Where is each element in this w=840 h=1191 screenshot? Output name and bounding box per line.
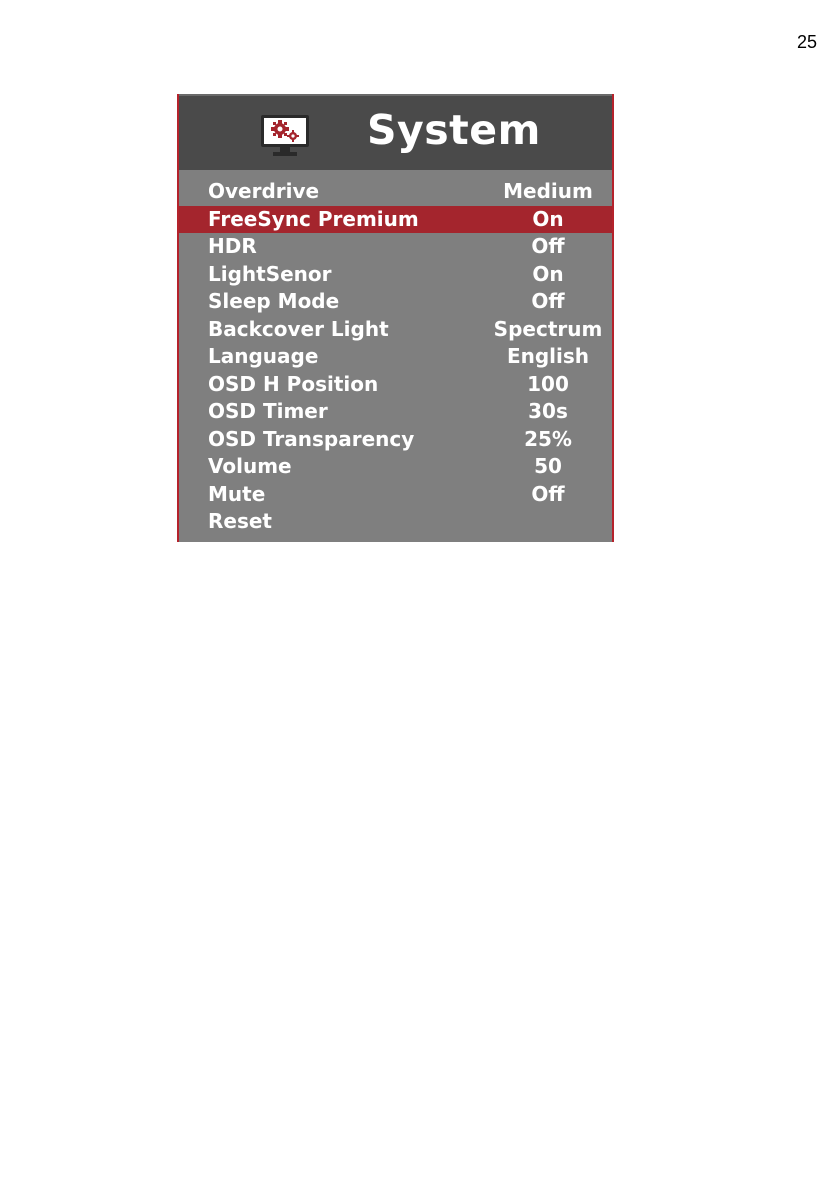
menu-item-label: LightSenor — [208, 261, 332, 286]
osd-title: System — [367, 106, 541, 154]
menu-item-value: Off — [531, 289, 565, 313]
menu-item-label: OSD Transparency — [208, 426, 415, 451]
menu-item-label: OSD Timer — [208, 399, 328, 423]
menu-item-value: Medium — [503, 179, 593, 203]
menu-item-label: Language — [208, 344, 319, 368]
menu-item-label: FreeSync Premium — [208, 206, 419, 231]
menu-item-lightsenor[interactable] — [179, 261, 612, 289]
monitor-settings-icon — [260, 114, 310, 158]
menu-item-mute[interactable] — [179, 481, 612, 509]
menu-item-label: Sleep Mode — [208, 289, 340, 313]
menu-item-value: 100 — [527, 371, 569, 396]
menu-item-overdrive[interactable] — [179, 178, 612, 206]
menu-item-value: Off — [531, 481, 565, 506]
menu-item-value: Spectrum — [493, 316, 603, 341]
menu-item-backcover-light[interactable] — [179, 316, 612, 344]
menu-item-label: Backcover Light — [208, 316, 389, 341]
menu-list — [179, 178, 612, 536]
menu-item-label: HDR — [208, 234, 257, 258]
menu-item-value: 50 — [534, 454, 562, 478]
menu-item-osd-h-position[interactable] — [179, 371, 612, 399]
menu-item-label: Reset — [208, 509, 272, 533]
menu-item-osd-transparency[interactable] — [179, 426, 612, 454]
menu-item-value: 30s — [528, 399, 568, 423]
menu-item-reset[interactable] — [179, 508, 612, 536]
menu-item-value: Off — [531, 234, 565, 258]
menu-item-value: On — [532, 261, 564, 286]
menu-item-language[interactable] — [179, 343, 612, 371]
menu-item-label: Volume — [208, 454, 292, 478]
menu-item-value: 25% — [524, 426, 572, 451]
osd-menu — [177, 94, 614, 542]
menu-item-hdr[interactable] — [179, 233, 612, 261]
menu-item-value: English — [506, 344, 590, 368]
menu-item-label: Mute — [208, 481, 266, 506]
menu-item-label: Overdrive — [208, 179, 320, 203]
menu-item-label: OSD H Position — [208, 371, 379, 396]
menu-item-volume[interactable] — [179, 453, 612, 481]
osd-header — [179, 94, 612, 170]
page-number: 25 — [797, 32, 818, 52]
menu-item-osd-timer[interactable] — [179, 398, 612, 426]
menu-item-sleep-mode[interactable] — [179, 288, 612, 316]
menu-item-freesync-premium[interactable] — [179, 206, 612, 234]
menu-item-value: On — [532, 206, 564, 231]
